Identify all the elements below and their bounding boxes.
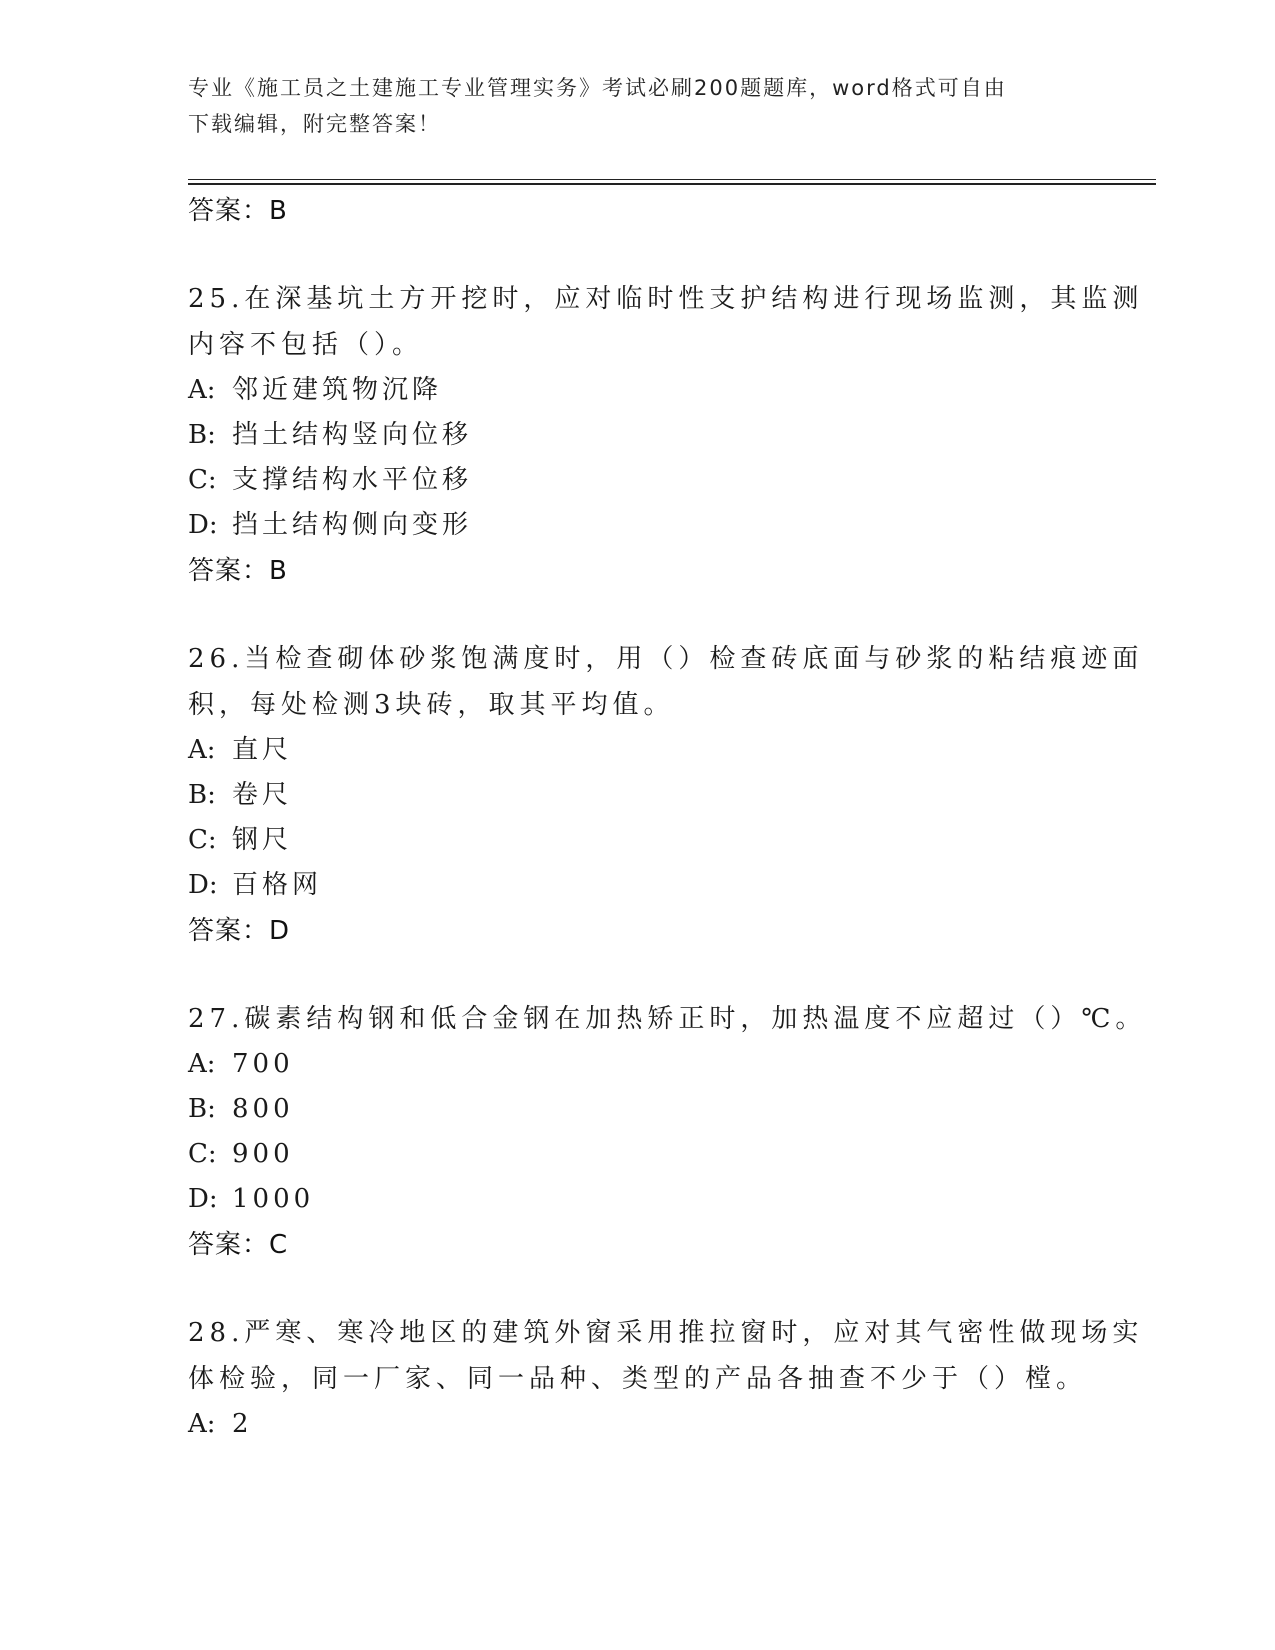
question-text-line: 体检验，同一厂家、同一品种、类型的产品各抽查不少于（）樘。 — [188, 1364, 1088, 1394]
option-b — [188, 773, 1088, 818]
option-key: A: — [188, 1049, 216, 1079]
header-line-1: 专业《施工员之土建施工专业管理实务》考试必刷200题题库，word格式可自由 — [188, 76, 1007, 100]
option-key: A: — [188, 735, 216, 765]
option-key: D: — [188, 870, 218, 900]
option-key: B: — [188, 1094, 216, 1124]
answer-line: 答案：D — [188, 916, 291, 946]
option-text: 800 — [232, 1094, 294, 1124]
answer-line: 答案：C — [188, 1230, 289, 1260]
option-text: 百格网 — [232, 870, 323, 900]
question-text-line: 积，每处检测3块砖，取其平均值。 — [188, 690, 675, 720]
option-c — [188, 458, 1088, 503]
question-text-line: 28.严寒、寒冷地区的建筑外窗采用推拉窗时，应对其气密性做现场实 — [188, 1318, 1144, 1348]
option-text: 挡土结构竖向位移 — [232, 420, 473, 450]
option-a — [188, 368, 1088, 413]
option-text: 邻近建筑物沉降 — [232, 375, 443, 405]
option-d — [188, 503, 1088, 548]
option-text: 700 — [232, 1049, 294, 1079]
option-d — [188, 1177, 1088, 1222]
answer-line: 答案：B — [188, 556, 288, 586]
option-text: 钢尺 — [232, 825, 293, 855]
option-b — [188, 413, 1088, 458]
option-text: 2 — [232, 1409, 253, 1439]
question-item — [188, 636, 1144, 954]
option-key: B: — [188, 420, 216, 450]
option-c — [188, 1132, 1088, 1177]
header-line-2: 下载编辑，附完整答案！ — [188, 112, 441, 136]
question-text-line: 27.碳素结构钢和低合金钢在加热矫正时，加热温度不应超过（）℃。 — [188, 1004, 1147, 1034]
option-key: B: — [188, 780, 216, 810]
document-body — [188, 188, 1147, 1447]
option-text: 支撑结构水平位移 — [232, 465, 473, 495]
option-key: C: — [188, 825, 217, 855]
option-key: D: — [188, 1184, 218, 1214]
option-c — [188, 818, 1088, 863]
header-divider-thin — [188, 179, 1156, 180]
question-text-line: 内容不包括（）。 — [188, 330, 424, 360]
question-text-line: 25.在深基坑土方开挖时，应对临时性支护结构进行现场监测，其监测 — [188, 284, 1144, 314]
option-key: C: — [188, 1139, 217, 1169]
option-key: C: — [188, 465, 217, 495]
option-text: 卷尺 — [232, 780, 293, 810]
question-item — [188, 1310, 1144, 1447]
option-key: A: — [188, 1409, 216, 1439]
option-text: 直尺 — [232, 735, 293, 765]
document-header — [188, 70, 1068, 142]
option-text: 900 — [232, 1139, 294, 1169]
option-text: 1000 — [232, 1184, 315, 1214]
option-key: A: — [188, 375, 216, 405]
option-a — [188, 728, 1088, 773]
question-item — [188, 996, 1147, 1268]
option-b — [188, 1087, 1088, 1132]
question-item — [188, 276, 1144, 594]
option-d — [188, 863, 1088, 908]
option-key: D: — [188, 510, 218, 540]
header-divider-thick — [188, 183, 1156, 185]
option-text: 挡土结构侧向变形 — [232, 510, 473, 540]
answer-line: 答案：B — [188, 196, 288, 226]
question-text-line: 26.当检查砌体砂浆饱满度时，用（）检查砖底面与砂浆的粘结痕迹面 — [188, 644, 1144, 674]
option-a — [188, 1042, 1088, 1087]
option-a — [188, 1402, 1088, 1447]
